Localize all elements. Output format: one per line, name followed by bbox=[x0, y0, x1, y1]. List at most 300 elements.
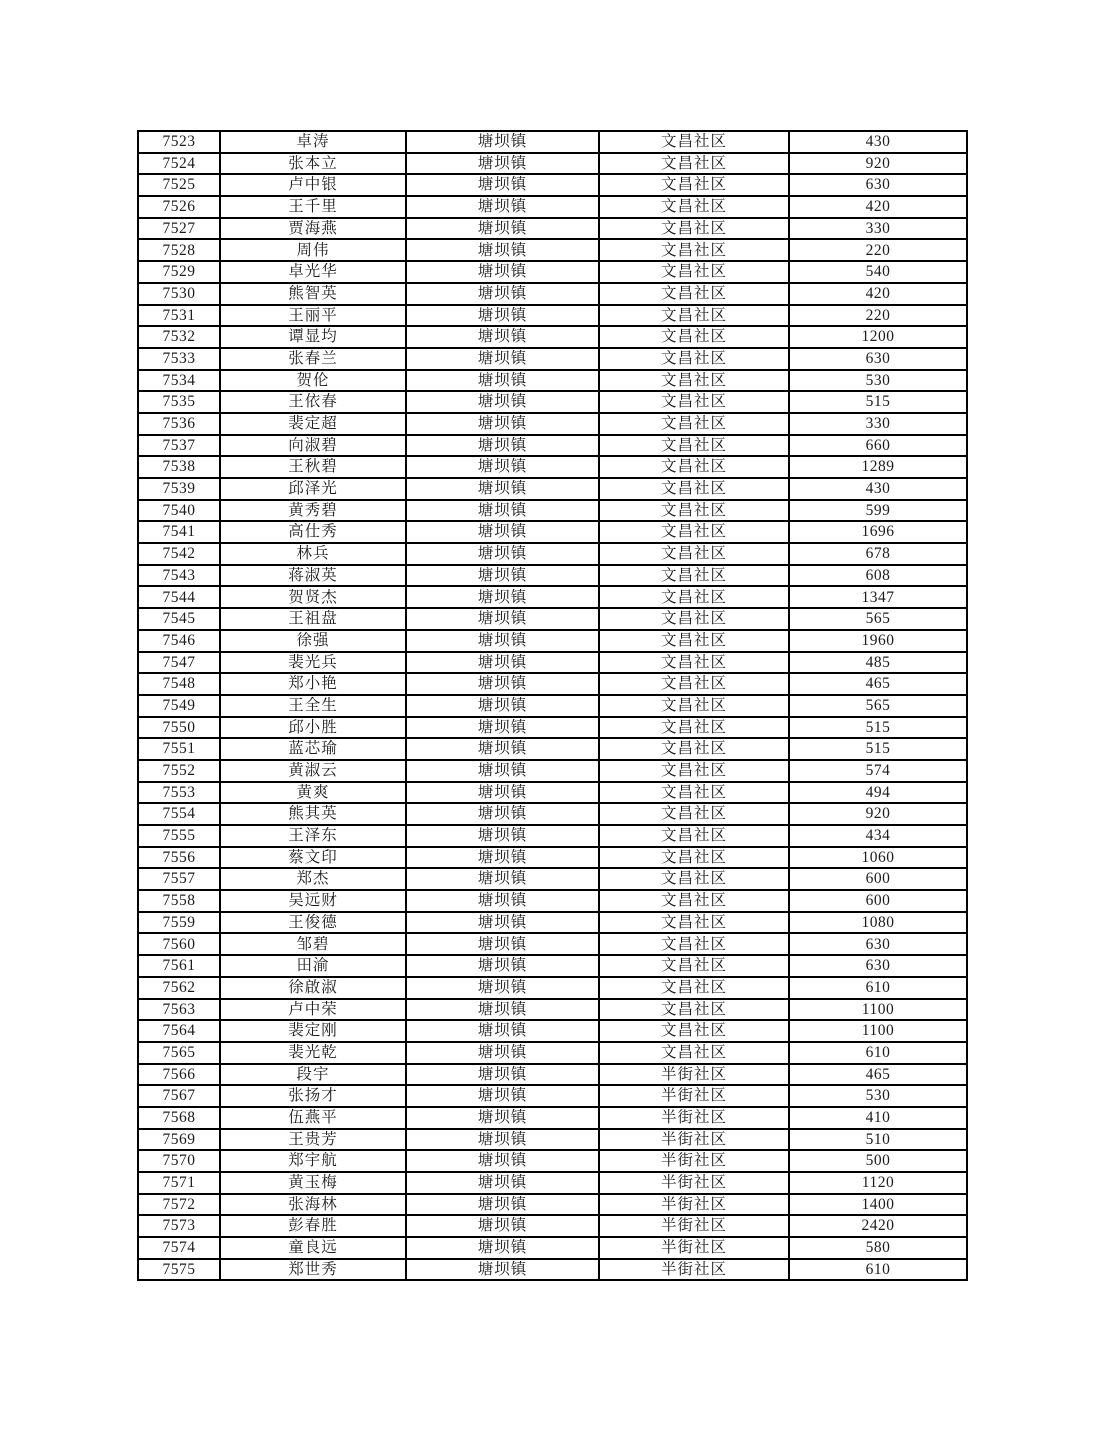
cell-community: 文昌社区 bbox=[599, 825, 789, 847]
cell-community: 半街社区 bbox=[599, 1150, 789, 1172]
cell-amount: 430 bbox=[789, 131, 967, 153]
cell-town: 塘坝镇 bbox=[406, 1129, 599, 1151]
cell-serial-number: 7531 bbox=[138, 305, 220, 327]
cell-serial-number: 7540 bbox=[138, 500, 220, 522]
table-row bbox=[138, 782, 967, 804]
cell-community: 文昌社区 bbox=[599, 695, 789, 717]
cell-town: 塘坝镇 bbox=[406, 1215, 599, 1237]
cell-community: 文昌社区 bbox=[599, 1042, 789, 1064]
cell-town: 塘坝镇 bbox=[406, 630, 599, 652]
cell-person-name: 邱小胜 bbox=[220, 717, 406, 739]
table-row bbox=[138, 847, 967, 869]
table-row bbox=[138, 565, 967, 587]
cell-serial-number: 7561 bbox=[138, 955, 220, 977]
table-row bbox=[138, 521, 967, 543]
table-row bbox=[138, 586, 967, 608]
cell-town: 塘坝镇 bbox=[406, 326, 599, 348]
cell-community: 文昌社区 bbox=[599, 500, 789, 522]
cell-person-name: 卓光华 bbox=[220, 261, 406, 283]
cell-person-name: 王泽东 bbox=[220, 825, 406, 847]
cell-community: 半街社区 bbox=[599, 1259, 789, 1281]
table-row bbox=[138, 608, 967, 630]
cell-serial-number: 7562 bbox=[138, 977, 220, 999]
table-row bbox=[138, 1064, 967, 1086]
cell-amount: 410 bbox=[789, 1107, 967, 1129]
cell-serial-number: 7564 bbox=[138, 1020, 220, 1042]
cell-person-name: 王祖盘 bbox=[220, 608, 406, 630]
table-row bbox=[138, 1042, 967, 1064]
cell-serial-number: 7555 bbox=[138, 825, 220, 847]
cell-serial-number: 7567 bbox=[138, 1085, 220, 1107]
cell-person-name: 裴光乾 bbox=[220, 1042, 406, 1064]
cell-town: 塘坝镇 bbox=[406, 218, 599, 240]
cell-serial-number: 7546 bbox=[138, 630, 220, 652]
table-row bbox=[138, 738, 967, 760]
cell-amount: 1347 bbox=[789, 586, 967, 608]
cell-person-name: 卢中银 bbox=[220, 174, 406, 196]
cell-town: 塘坝镇 bbox=[406, 283, 599, 305]
table-row bbox=[138, 153, 967, 175]
cell-amount: 580 bbox=[789, 1237, 967, 1259]
cell-amount: 920 bbox=[789, 803, 967, 825]
cell-person-name: 蒋淑英 bbox=[220, 565, 406, 587]
cell-amount: 465 bbox=[789, 673, 967, 695]
cell-person-name: 贺伦 bbox=[220, 370, 406, 392]
cell-community: 文昌社区 bbox=[599, 218, 789, 240]
cell-town: 塘坝镇 bbox=[406, 825, 599, 847]
cell-person-name: 向淑碧 bbox=[220, 435, 406, 457]
cell-community: 文昌社区 bbox=[599, 283, 789, 305]
table-row bbox=[138, 1194, 967, 1216]
cell-person-name: 张扬才 bbox=[220, 1085, 406, 1107]
cell-amount: 574 bbox=[789, 760, 967, 782]
cell-serial-number: 7537 bbox=[138, 435, 220, 457]
cell-serial-number: 7529 bbox=[138, 261, 220, 283]
cell-amount: 485 bbox=[789, 652, 967, 674]
cell-community: 半街社区 bbox=[599, 1129, 789, 1151]
cell-serial-number: 7574 bbox=[138, 1237, 220, 1259]
cell-community: 半街社区 bbox=[599, 1215, 789, 1237]
cell-person-name: 王秋碧 bbox=[220, 456, 406, 478]
cell-town: 塘坝镇 bbox=[406, 695, 599, 717]
cell-serial-number: 7543 bbox=[138, 565, 220, 587]
cell-community: 文昌社区 bbox=[599, 999, 789, 1021]
cell-serial-number: 7559 bbox=[138, 912, 220, 934]
cell-town: 塘坝镇 bbox=[406, 391, 599, 413]
cell-community: 文昌社区 bbox=[599, 413, 789, 435]
cell-town: 塘坝镇 bbox=[406, 1042, 599, 1064]
cell-person-name: 张春兰 bbox=[220, 348, 406, 370]
cell-community: 文昌社区 bbox=[599, 196, 789, 218]
cell-town: 塘坝镇 bbox=[406, 760, 599, 782]
cell-serial-number: 7575 bbox=[138, 1259, 220, 1281]
cell-serial-number: 7539 bbox=[138, 478, 220, 500]
table-row bbox=[138, 1172, 967, 1194]
cell-town: 塘坝镇 bbox=[406, 500, 599, 522]
cell-amount: 330 bbox=[789, 218, 967, 240]
table-row bbox=[138, 1237, 967, 1259]
cell-amount: 660 bbox=[789, 435, 967, 457]
cell-community: 半街社区 bbox=[599, 1085, 789, 1107]
cell-town: 塘坝镇 bbox=[406, 348, 599, 370]
cell-town: 塘坝镇 bbox=[406, 999, 599, 1021]
cell-amount: 1100 bbox=[789, 999, 967, 1021]
cell-amount: 500 bbox=[789, 1150, 967, 1172]
cell-amount: 1080 bbox=[789, 912, 967, 934]
table-row bbox=[138, 673, 967, 695]
cell-amount: 420 bbox=[789, 196, 967, 218]
cell-community: 文昌社区 bbox=[599, 1020, 789, 1042]
cell-town: 塘坝镇 bbox=[406, 413, 599, 435]
cell-serial-number: 7573 bbox=[138, 1215, 220, 1237]
cell-community: 文昌社区 bbox=[599, 153, 789, 175]
cell-amount: 494 bbox=[789, 782, 967, 804]
cell-serial-number: 7548 bbox=[138, 673, 220, 695]
cell-community: 文昌社区 bbox=[599, 521, 789, 543]
cell-serial-number: 7554 bbox=[138, 803, 220, 825]
cell-serial-number: 7530 bbox=[138, 283, 220, 305]
cell-community: 文昌社区 bbox=[599, 673, 789, 695]
cell-amount: 430 bbox=[789, 478, 967, 500]
cell-amount: 515 bbox=[789, 391, 967, 413]
cell-community: 文昌社区 bbox=[599, 738, 789, 760]
cell-serial-number: 7535 bbox=[138, 391, 220, 413]
cell-person-name: 蔡文印 bbox=[220, 847, 406, 869]
cell-town: 塘坝镇 bbox=[406, 608, 599, 630]
cell-amount: 630 bbox=[789, 933, 967, 955]
cell-serial-number: 7533 bbox=[138, 348, 220, 370]
cell-town: 塘坝镇 bbox=[406, 1194, 599, 1216]
cell-person-name: 王千里 bbox=[220, 196, 406, 218]
cell-person-name: 高仕秀 bbox=[220, 521, 406, 543]
table-row bbox=[138, 391, 967, 413]
cell-serial-number: 7534 bbox=[138, 370, 220, 392]
table-row bbox=[138, 218, 967, 240]
cell-community: 文昌社区 bbox=[599, 370, 789, 392]
cell-serial-number: 7563 bbox=[138, 999, 220, 1021]
table-row bbox=[138, 825, 967, 847]
cell-amount: 920 bbox=[789, 153, 967, 175]
cell-person-name: 林兵 bbox=[220, 543, 406, 565]
cell-person-name: 谭显均 bbox=[220, 326, 406, 348]
cell-community: 文昌社区 bbox=[599, 760, 789, 782]
cell-town: 塘坝镇 bbox=[406, 131, 599, 153]
cell-community: 文昌社区 bbox=[599, 977, 789, 999]
cell-community: 文昌社区 bbox=[599, 933, 789, 955]
table-row bbox=[138, 803, 967, 825]
table-row bbox=[138, 1129, 967, 1151]
cell-community: 文昌社区 bbox=[599, 435, 789, 457]
cell-town: 塘坝镇 bbox=[406, 305, 599, 327]
cell-community: 文昌社区 bbox=[599, 131, 789, 153]
table-row bbox=[138, 652, 967, 674]
cell-town: 塘坝镇 bbox=[406, 1107, 599, 1129]
table-row bbox=[138, 131, 967, 153]
cell-community: 文昌社区 bbox=[599, 326, 789, 348]
cell-community: 文昌社区 bbox=[599, 608, 789, 630]
table-row bbox=[138, 1020, 967, 1042]
cell-community: 半街社区 bbox=[599, 1172, 789, 1194]
cell-person-name: 王依春 bbox=[220, 391, 406, 413]
table-row bbox=[138, 933, 967, 955]
cell-amount: 630 bbox=[789, 348, 967, 370]
cell-town: 塘坝镇 bbox=[406, 456, 599, 478]
cell-town: 塘坝镇 bbox=[406, 977, 599, 999]
cell-amount: 530 bbox=[789, 370, 967, 392]
cell-community: 文昌社区 bbox=[599, 174, 789, 196]
cell-person-name: 熊其英 bbox=[220, 803, 406, 825]
cell-serial-number: 7536 bbox=[138, 413, 220, 435]
cell-serial-number: 7556 bbox=[138, 847, 220, 869]
cell-town: 塘坝镇 bbox=[406, 239, 599, 261]
cell-person-name: 田渝 bbox=[220, 955, 406, 977]
cell-serial-number: 7544 bbox=[138, 586, 220, 608]
table-row bbox=[138, 543, 967, 565]
cell-town: 塘坝镇 bbox=[406, 153, 599, 175]
table-row bbox=[138, 348, 967, 370]
cell-serial-number: 7524 bbox=[138, 153, 220, 175]
cell-amount: 599 bbox=[789, 500, 967, 522]
cell-town: 塘坝镇 bbox=[406, 1020, 599, 1042]
cell-community: 半街社区 bbox=[599, 1107, 789, 1129]
cell-amount: 434 bbox=[789, 825, 967, 847]
cell-community: 文昌社区 bbox=[599, 717, 789, 739]
cell-serial-number: 7571 bbox=[138, 1172, 220, 1194]
cell-person-name: 王俊德 bbox=[220, 912, 406, 934]
cell-serial-number: 7572 bbox=[138, 1194, 220, 1216]
cell-amount: 608 bbox=[789, 565, 967, 587]
cell-person-name: 裴定刚 bbox=[220, 1020, 406, 1042]
table-row bbox=[138, 283, 967, 305]
cell-amount: 1696 bbox=[789, 521, 967, 543]
cell-community: 文昌社区 bbox=[599, 955, 789, 977]
cell-serial-number: 7549 bbox=[138, 695, 220, 717]
cell-town: 塘坝镇 bbox=[406, 1259, 599, 1281]
table-row bbox=[138, 1085, 967, 1107]
cell-amount: 515 bbox=[789, 717, 967, 739]
cell-serial-number: 7532 bbox=[138, 326, 220, 348]
cell-community: 文昌社区 bbox=[599, 543, 789, 565]
cell-town: 塘坝镇 bbox=[406, 1150, 599, 1172]
cell-person-name: 段宇 bbox=[220, 1064, 406, 1086]
table-row bbox=[138, 999, 967, 1021]
cell-serial-number: 7569 bbox=[138, 1129, 220, 1151]
cell-town: 塘坝镇 bbox=[406, 717, 599, 739]
cell-person-name: 卢中荣 bbox=[220, 999, 406, 1021]
cell-amount: 565 bbox=[789, 695, 967, 717]
cell-community: 文昌社区 bbox=[599, 456, 789, 478]
cell-amount: 1289 bbox=[789, 456, 967, 478]
cell-amount: 530 bbox=[789, 1085, 967, 1107]
cell-person-name: 王丽平 bbox=[220, 305, 406, 327]
cell-serial-number: 7542 bbox=[138, 543, 220, 565]
cell-town: 塘坝镇 bbox=[406, 1237, 599, 1259]
cell-community: 文昌社区 bbox=[599, 261, 789, 283]
table-row bbox=[138, 912, 967, 934]
cell-amount: 420 bbox=[789, 283, 967, 305]
cell-town: 塘坝镇 bbox=[406, 803, 599, 825]
cell-serial-number: 7566 bbox=[138, 1064, 220, 1086]
cell-person-name: 裴定超 bbox=[220, 413, 406, 435]
table-row bbox=[138, 413, 967, 435]
cell-person-name: 徐强 bbox=[220, 630, 406, 652]
table-row bbox=[138, 977, 967, 999]
cell-serial-number: 7545 bbox=[138, 608, 220, 630]
cell-amount: 510 bbox=[789, 1129, 967, 1151]
cell-amount: 600 bbox=[789, 868, 967, 890]
cell-town: 塘坝镇 bbox=[406, 174, 599, 196]
cell-town: 塘坝镇 bbox=[406, 782, 599, 804]
cell-person-name: 童良远 bbox=[220, 1237, 406, 1259]
cell-town: 塘坝镇 bbox=[406, 933, 599, 955]
cell-person-name: 伍燕平 bbox=[220, 1107, 406, 1129]
table-row bbox=[138, 305, 967, 327]
cell-town: 塘坝镇 bbox=[406, 1064, 599, 1086]
cell-person-name: 邹碧 bbox=[220, 933, 406, 955]
cell-amount: 600 bbox=[789, 890, 967, 912]
table-row bbox=[138, 261, 967, 283]
cell-town: 塘坝镇 bbox=[406, 738, 599, 760]
cell-community: 文昌社区 bbox=[599, 868, 789, 890]
cell-community: 半街社区 bbox=[599, 1064, 789, 1086]
cell-serial-number: 7568 bbox=[138, 1107, 220, 1129]
cell-serial-number: 7528 bbox=[138, 239, 220, 261]
cell-serial-number: 7560 bbox=[138, 933, 220, 955]
table-row bbox=[138, 500, 967, 522]
cell-town: 塘坝镇 bbox=[406, 543, 599, 565]
cell-amount: 540 bbox=[789, 261, 967, 283]
cell-serial-number: 7552 bbox=[138, 760, 220, 782]
cell-amount: 1060 bbox=[789, 847, 967, 869]
cell-community: 文昌社区 bbox=[599, 348, 789, 370]
cell-town: 塘坝镇 bbox=[406, 652, 599, 674]
cell-person-name: 邱泽光 bbox=[220, 478, 406, 500]
table-row bbox=[138, 630, 967, 652]
cell-person-name: 郑小艳 bbox=[220, 673, 406, 695]
cell-community: 文昌社区 bbox=[599, 890, 789, 912]
cell-town: 塘坝镇 bbox=[406, 1172, 599, 1194]
table-row bbox=[138, 1150, 967, 1172]
cell-town: 塘坝镇 bbox=[406, 1085, 599, 1107]
table-row bbox=[138, 196, 967, 218]
cell-town: 塘坝镇 bbox=[406, 478, 599, 500]
cell-person-name: 彭春胜 bbox=[220, 1215, 406, 1237]
cell-amount: 565 bbox=[789, 608, 967, 630]
cell-amount: 1960 bbox=[789, 630, 967, 652]
cell-community: 文昌社区 bbox=[599, 847, 789, 869]
cell-serial-number: 7527 bbox=[138, 218, 220, 240]
cell-serial-number: 7557 bbox=[138, 868, 220, 890]
table-row bbox=[138, 456, 967, 478]
cell-person-name: 郑宇航 bbox=[220, 1150, 406, 1172]
cell-amount: 330 bbox=[789, 413, 967, 435]
cell-amount: 610 bbox=[789, 1042, 967, 1064]
cell-town: 塘坝镇 bbox=[406, 847, 599, 869]
cell-amount: 515 bbox=[789, 738, 967, 760]
table-row bbox=[138, 695, 967, 717]
cell-person-name: 黄淑云 bbox=[220, 760, 406, 782]
cell-community: 文昌社区 bbox=[599, 630, 789, 652]
cell-amount: 610 bbox=[789, 1259, 967, 1281]
cell-town: 塘坝镇 bbox=[406, 912, 599, 934]
table-row bbox=[138, 1259, 967, 1281]
cell-town: 塘坝镇 bbox=[406, 435, 599, 457]
cell-person-name: 周伟 bbox=[220, 239, 406, 261]
cell-community: 半街社区 bbox=[599, 1237, 789, 1259]
table-row bbox=[138, 239, 967, 261]
cell-person-name: 张本立 bbox=[220, 153, 406, 175]
cell-person-name: 黄爽 bbox=[220, 782, 406, 804]
cell-serial-number: 7558 bbox=[138, 890, 220, 912]
cell-town: 塘坝镇 bbox=[406, 955, 599, 977]
cell-amount: 1400 bbox=[789, 1194, 967, 1216]
table-row bbox=[138, 1215, 967, 1237]
table-row bbox=[138, 370, 967, 392]
cell-serial-number: 7538 bbox=[138, 456, 220, 478]
cell-person-name: 吴远财 bbox=[220, 890, 406, 912]
table-row bbox=[138, 326, 967, 348]
cell-serial-number: 7525 bbox=[138, 174, 220, 196]
cell-serial-number: 7526 bbox=[138, 196, 220, 218]
cell-serial-number: 7551 bbox=[138, 738, 220, 760]
cell-town: 塘坝镇 bbox=[406, 673, 599, 695]
cell-person-name: 裴光兵 bbox=[220, 652, 406, 674]
table-row bbox=[138, 717, 967, 739]
cell-community: 文昌社区 bbox=[599, 652, 789, 674]
table-row bbox=[138, 435, 967, 457]
cell-person-name: 徐啟淑 bbox=[220, 977, 406, 999]
table-row bbox=[138, 174, 967, 196]
cell-amount: 630 bbox=[789, 955, 967, 977]
cell-serial-number: 7553 bbox=[138, 782, 220, 804]
cell-town: 塘坝镇 bbox=[406, 521, 599, 543]
cell-community: 文昌社区 bbox=[599, 239, 789, 261]
cell-amount: 1200 bbox=[789, 326, 967, 348]
table-row bbox=[138, 955, 967, 977]
cell-community: 文昌社区 bbox=[599, 912, 789, 934]
cell-amount: 1100 bbox=[789, 1020, 967, 1042]
cell-serial-number: 7547 bbox=[138, 652, 220, 674]
table-row bbox=[138, 1107, 967, 1129]
cell-person-name: 黄玉梅 bbox=[220, 1172, 406, 1194]
records-table bbox=[137, 130, 968, 1281]
cell-town: 塘坝镇 bbox=[406, 868, 599, 890]
cell-community: 文昌社区 bbox=[599, 305, 789, 327]
cell-community: 文昌社区 bbox=[599, 782, 789, 804]
cell-serial-number: 7550 bbox=[138, 717, 220, 739]
cell-amount: 630 bbox=[789, 174, 967, 196]
table-row bbox=[138, 478, 967, 500]
cell-person-name: 郑杰 bbox=[220, 868, 406, 890]
cell-town: 塘坝镇 bbox=[406, 565, 599, 587]
cell-amount: 2420 bbox=[789, 1215, 967, 1237]
cell-person-name: 黄秀碧 bbox=[220, 500, 406, 522]
cell-amount: 465 bbox=[789, 1064, 967, 1086]
cell-person-name: 贾海燕 bbox=[220, 218, 406, 240]
cell-town: 塘坝镇 bbox=[406, 370, 599, 392]
cell-community: 文昌社区 bbox=[599, 478, 789, 500]
cell-person-name: 卓涛 bbox=[220, 131, 406, 153]
cell-amount: 220 bbox=[789, 239, 967, 261]
cell-community: 半街社区 bbox=[599, 1194, 789, 1216]
cell-town: 塘坝镇 bbox=[406, 586, 599, 608]
cell-community: 文昌社区 bbox=[599, 803, 789, 825]
table-row bbox=[138, 890, 967, 912]
cell-serial-number: 7523 bbox=[138, 131, 220, 153]
cell-amount: 1120 bbox=[789, 1172, 967, 1194]
cell-town: 塘坝镇 bbox=[406, 261, 599, 283]
cell-town: 塘坝镇 bbox=[406, 890, 599, 912]
